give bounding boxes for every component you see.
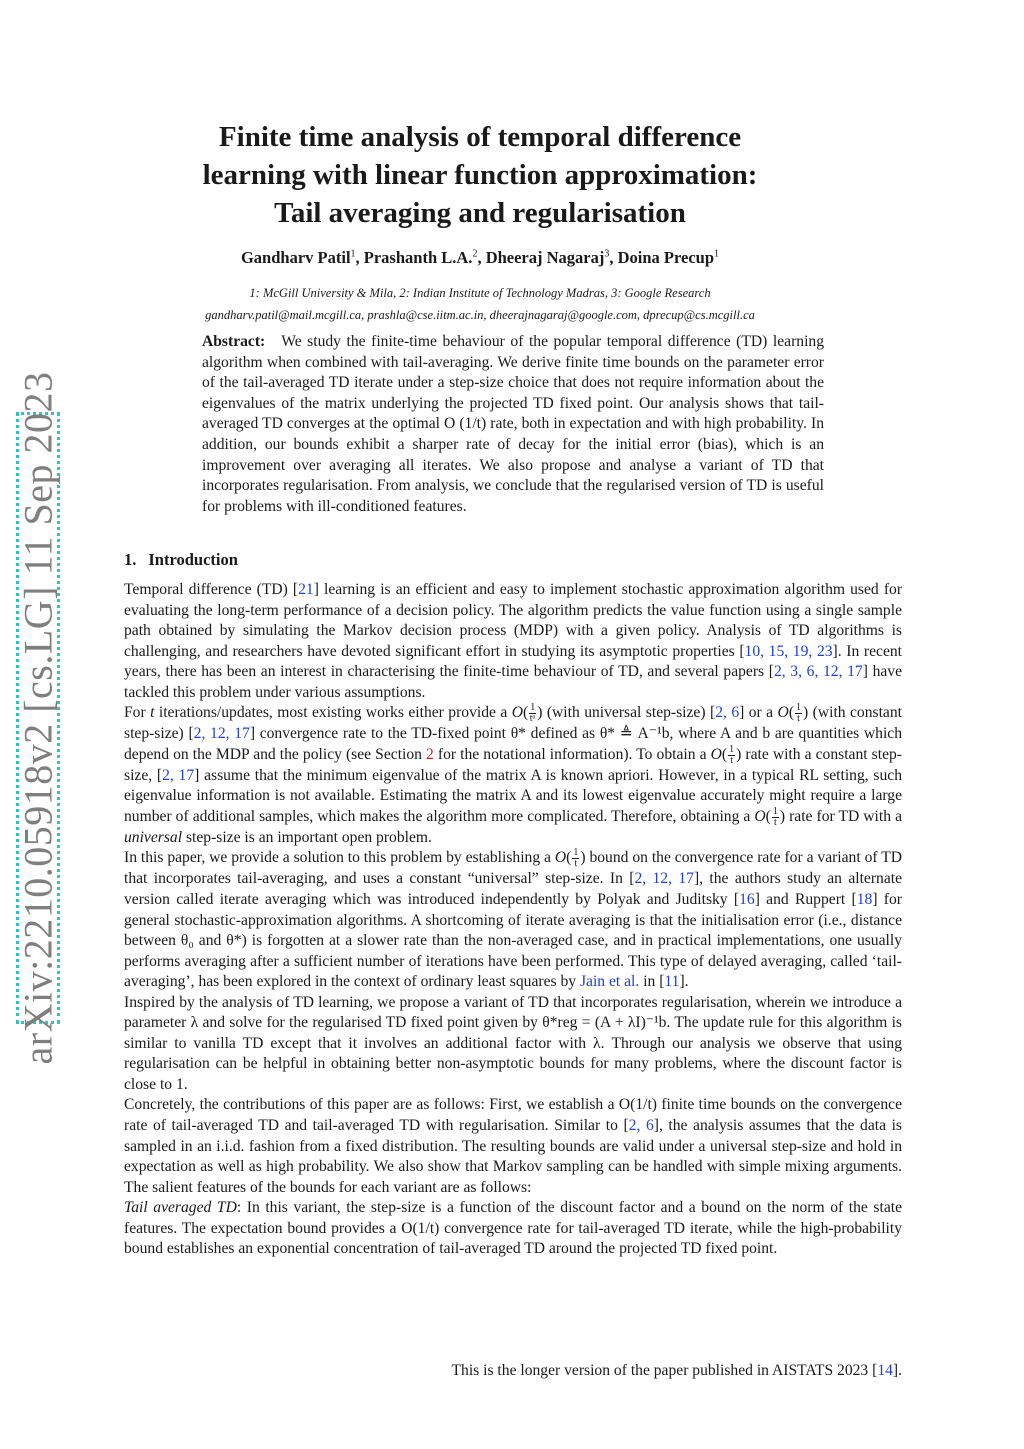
- variant-label: Tail averaged TD: [124, 1199, 237, 1217]
- introduction-body: [124, 580, 902, 1260]
- abstract: [202, 332, 824, 517]
- author-name: Gandharv Patil: [240, 248, 351, 267]
- paragraph: Tail averaged TD: In this variant, the step-size is a function of the discount factor and a bound on the norm of the state features. The expectation bound provides a O(1/t) convergence rate for tail-averaged TD iterate, while the high-probability bound establishes an exponential concentration of tail-averaged TD around the projected TD fixed point.: [124, 1199, 902, 1258]
- title-line: learning with linear function approximation:: [202, 159, 758, 191]
- paragraph: Temporal difference (TD) [21] learning is an efficient and easy to implement stochastic approximation algorithm used for evaluating the long-term performance of a decision policy. The algorithm predicts the value function using a single sample path obtained by simulating the Markov decision process (MDP) with a given policy. Analysis of TD algorithms is challenging, and researchers have devoted significant effort in studying its asymptotic properties [10, 15, 19, 23]. In recent years, there has been an interest in characterising the finite-time behaviour of TD, and several papers [2, 3, 6, 12, 17] have tackled this problem under various assumptions.: [124, 581, 903, 701]
- fraction: $\frac{1}{t}$: [729, 743, 735, 766]
- citation-link[interactable]: 2, 17: [162, 766, 195, 784]
- paragraph: For t iterations/updates, most existing works either provide a O( $\frac{1}{\text{tᵅ}}$ ) (with universal step-size) [2, 6] or a O( $\frac{1}{t}$ ) (with constant step-size) [2, 12, 17] convergence rate to the TD-fixed point θ* defined as θ* ≜ A⁻¹b, where A and b are quantities which depend on the MDP and the policy (see Section 2 for the notational information). To obtain a O( $\frac{1}{t}$ ) rate with a constant step-size, [2, 17] assume that the minimum eigenvalue of the matrix A is known apriori. However, in a typical RL setting, such eigenvalue information is not available. Estimating the matrix A and its lowest eigenvalue accurately might require a large number of additional samples, which makes the algorithm more complicated. Therefore, obtaining a O( $\frac{1}{t}$ ) rate for TD with a universal step-size is an important open problem.: [124, 702, 903, 846]
- citation-link[interactable]: 14: [877, 1362, 893, 1379]
- author-affil-mark: 1: [350, 248, 356, 260]
- arxiv-identifier-stamp: [15, 371, 61, 1065]
- author-list: Gandharv Patil$^1$, Prashanth L.A.$^2$, Dheeraj Nagaraj$^3$, Doina Precup$^1$: [240, 248, 720, 267]
- fraction: $\frac{1}{\text{tᵅ}}$: [529, 702, 536, 725]
- citation-link[interactable]: 2, 3, 6, 12, 17: [773, 663, 863, 681]
- citation-link[interactable]: 2, 6: [715, 704, 740, 722]
- author-emails: gandharv.patil@mail.mcgill.ca, prashla@cse.iitm.ac.in, dheerajnagaraj@google.com, dprecup@cs.mcgill.ca: [205, 308, 755, 322]
- fraction: $\frac{1}{t}$: [772, 805, 778, 828]
- affiliations: 1: McGill University & Mila, 2: Indian Institute of Technology Madras, 3: Google Research: [249, 286, 711, 300]
- paragraph: Concretely, the contributions of this paper are as follows: First, we establish a O(1/t) finite time bounds on the convergence rate of tail-averaged TD and tail-averaged TD with regularisation. Similar to [2, 6], the analysis assumes that the data is sampled in an i.i.d. fashion from a fixed distribution. The resulting bounds are valid under a universal step-size and hold in expectation as well as high probability. We also show that Markov sampling can be handled with simple mixing arguments. The salient features of the bounds for each variant are as follows:: [124, 1096, 903, 1196]
- author-name: Dheeraj Nagaraj: [485, 248, 605, 267]
- paragraph: In this paper, we provide a solution to this problem by establishing a O( $\frac{1}{t}$ ) bound on the convergence rate for a variant of TD that incorporates tail-averaging, and uses a constant “universal” step-size. In [2, 12, 17], the authors study an alternate version called iterate averaging which was introduced independently by Polyak and Juditsky [16] and Ruppert [18] for general stochastic-approximation algorithms. A shortcoming of iterate averaging is that the initialisation error (i.e., distance between θ₀ and θ*) is forgotten at a slower rate than the non-averaged case, and in practical implementations, one usually performs averaging after a sufficient number of iterations have been performed. This type of delayed averaging, called ‘tail-averaging’, has been explored in the context of ordinary least squares by Jain et al. in [11].: [124, 847, 903, 991]
- author-name: Prashanth L.A.: [363, 248, 473, 267]
- citation-link[interactable]: 10, 15, 19, 23: [744, 642, 833, 660]
- citation-link[interactable]: 2, 6: [628, 1117, 654, 1135]
- section-link[interactable]: 2: [426, 745, 434, 763]
- section-title: Introduction: [148, 550, 238, 569]
- author-affil-mark: 1: [714, 248, 720, 260]
- fraction: $\frac{1}{t}$: [573, 847, 579, 870]
- title-line: Finite time analysis of temporal difference: [218, 121, 742, 153]
- paper-title: [140, 118, 820, 232]
- citation-link[interactable]: 16: [739, 891, 755, 909]
- citation-link[interactable]: 11: [664, 973, 680, 991]
- citation-link[interactable]: 2, 12, 17: [634, 870, 694, 888]
- abstract-label: Abstract:: [202, 333, 266, 350]
- paragraph: Inspired by the analysis of TD learning, we propose a variant of TD that incorporates regularisation, wherein we introduce a parameter λ and solve for the regularised TD fixed point given by θ*reg = (A + λI)⁻¹b. The update rule for this algorithm is similar to vanilla TD except that it involves an additional factor with λ. Through our analysis we observe that using regularisation can be helpful in obtaining better non-asymptotic bounds for many problems, where the discount factor is close to 1.: [124, 993, 902, 1093]
- arxiv-id-text: arXiv:2210.05918v2 [cs.LG] 11 Sep 2023: [15, 371, 61, 1065]
- abstract-text: We study the finite-time behaviour of the popular temporal difference (TD) learning algorithm when combined with tail-averaging. We derive finite time bounds on the parameter error of the tail-averaged TD iterate under a step-size choice that does not require information about the eigenvalues of the matrix underlying the projected TD fixed point. Our analysis shows that tail-averaged TD converges at the optimal O (1/t) rate, both in expectation and with high probability. In addition, our bounds exhibit a sharper rate of decay for the initial error (bias), which is an improvement over averaging all iterates. We also propose and analyse a variant of TD that incorporates regularisation. From analysis, we conclude that the regularised version of TD is useful for problems with ill-conditioned features.: [202, 333, 824, 515]
- footnote: This is the longer version of the paper published in AISTATS 2023 [14].: [451, 1362, 902, 1379]
- citation-link[interactable]: 2, 12, 17: [193, 725, 250, 743]
- author-name: Doina Precup: [617, 248, 715, 267]
- section-heading: [124, 550, 238, 570]
- fraction: $\frac{1}{t}$: [796, 702, 802, 725]
- author-affil-mark: 2: [472, 248, 478, 260]
- citation-link[interactable]: Jain et al.: [579, 973, 640, 991]
- citation-link[interactable]: 18: [856, 891, 873, 909]
- citation-link[interactable]: 21: [298, 581, 314, 598]
- section-number: 1.: [124, 550, 137, 569]
- author-affil-mark: 3: [604, 248, 610, 260]
- title-line: Tail averaging and regularisation: [274, 197, 686, 229]
